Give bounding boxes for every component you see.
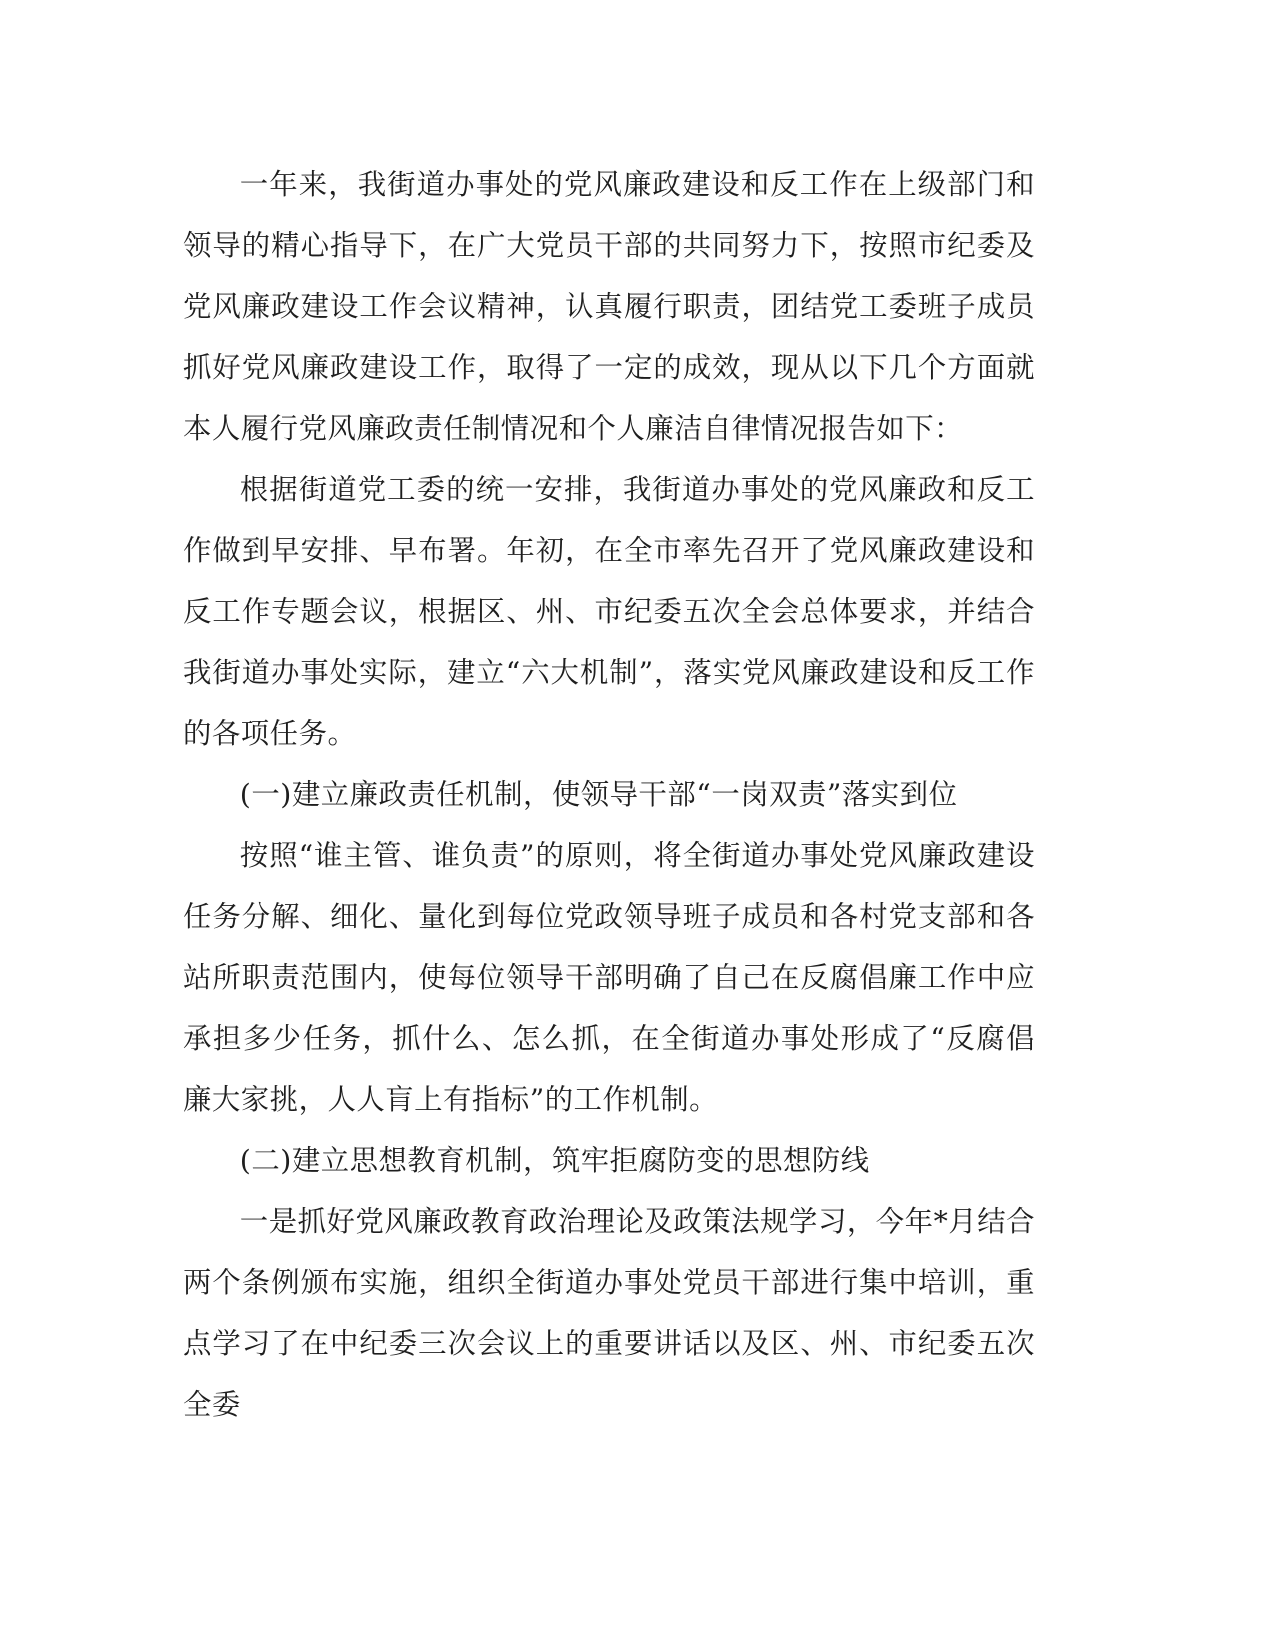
document-body bbox=[183, 154, 1035, 1435]
section-heading-1: (一)建立廉政责任机制，使领导干部“一岗双责”落实到位 bbox=[239, 778, 958, 811]
paragraph-responsibility: 按照“谁主管、谁负责”的原则，将全街道办事处党风廉政建设任务分解、细化、量化到每位党政领导班子成员和各村党支部和各站所职责范围内，使每位领导干部明确了自己在反腐倡廉工作中应承担多少任务，抓什么、怎么抓，在全街道办事处形成了“反腐倡廉大家挑，人人肓上有指标”的工作机制。 bbox=[183, 839, 1035, 1116]
paragraph-arrangement: 根据街道党工委的统一安排，我街道办事处的党风廉政和反工作做到早安排、早布署。年初，在全市率先召开了党风廉政建设和反工作专题会议，根据区、州、市纪委五次全会总体要求，并结合我街道办事处实际，建立“六大机制”，落实党风廉政建设和反工作的各项任务。 bbox=[183, 473, 1035, 750]
paragraph-intro: 一年来，我街道办事处的党风廉政建设和反工作在上级部门和领导的精心指导下，在广大党员干部的共同努力下，按照市纪委及党风廉政建设工作会议精神，认真履行职责，团结党工委班子成员抓好党风廉政建设工作，取得了一定的成效，现从以下几个方面就本人履行党风廉政责任制情况和个人廉洁自律情况报告如下： bbox=[183, 168, 1035, 445]
section-heading-2: (二)建立思想教育机制，筑牢拒腐防变的思想防线 bbox=[239, 1144, 870, 1177]
paragraph-education: 一是抓好党风廉政教育政治理论及政策法规学习，今年*月结合两个条例颁布实施，组织全街道办事处党员干部进行集中培训，重点学习了在中纪委三次会议上的重要讲话以及区、州、市纪委五次全委 bbox=[183, 1205, 1035, 1421]
